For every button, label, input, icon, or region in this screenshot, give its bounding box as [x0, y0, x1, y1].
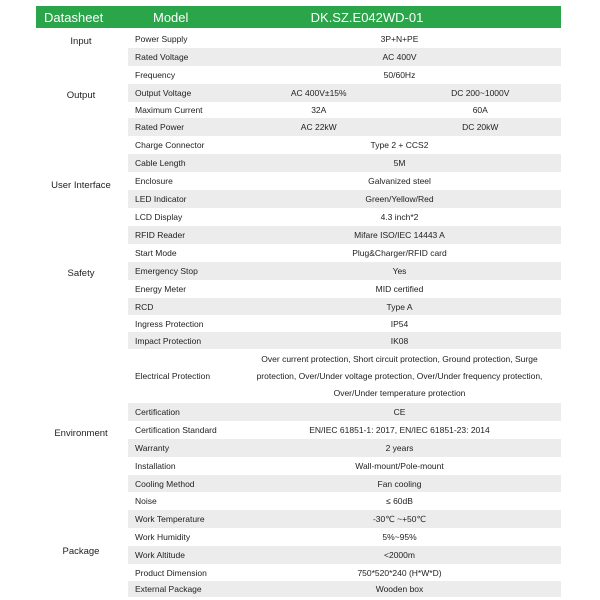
row-label: Emergency Stop [135, 266, 198, 276]
table-row [128, 349, 561, 403]
table-row [128, 298, 561, 315]
category-label: User Interface [51, 180, 111, 191]
table-row [128, 280, 561, 298]
table-row [128, 332, 561, 349]
row-value-dc: DC 200~1000V [451, 88, 510, 98]
row-value-dc: DC 20kW [462, 122, 499, 132]
row-label: Frequency [135, 70, 176, 80]
row-value: CE [393, 407, 406, 417]
row-value: 50/60Hz [383, 70, 416, 80]
row-value: 3P+N+PE [380, 34, 419, 44]
row-value: Wooden box [375, 584, 424, 594]
row-value: MID certified [375, 284, 424, 294]
row-split-values [238, 88, 561, 98]
table-row [128, 66, 561, 84]
table-row [128, 475, 561, 492]
row-label: Rated Power [135, 122, 185, 132]
row-label: RFID Reader [135, 230, 186, 240]
table-row [128, 546, 561, 564]
table-row [128, 118, 561, 136]
row-label: LCD Display [135, 212, 183, 222]
row-value: 4.3 inch*2 [380, 212, 419, 222]
row-label: Rated Voltage [135, 52, 189, 62]
table-row [128, 528, 561, 546]
row-value: 5M [393, 158, 406, 168]
table-row [128, 262, 561, 280]
row-label: Output Voltage [135, 88, 192, 98]
row-label: Charge Connector [135, 140, 205, 150]
table-row [128, 172, 561, 190]
table-row [128, 48, 561, 66]
row-split-values [238, 122, 561, 132]
category-label: Safety [67, 268, 95, 279]
table-row [128, 421, 561, 439]
row-value: Galvanized steel [368, 176, 431, 186]
row-value: IP54 [390, 318, 409, 329]
table-header [36, 6, 561, 28]
row-label: Noise [135, 496, 157, 506]
row-value: Mifare ISO/IEC 14443 A [354, 230, 445, 240]
row-value-ac: 32A [311, 105, 327, 115]
row-value: 5%~95% [382, 532, 417, 542]
row-value-line: Over/Under temperature protection [333, 387, 466, 398]
table-row [128, 403, 561, 421]
row-value: Fan cooling [377, 478, 422, 489]
row-value: IK08 [390, 335, 409, 346]
table-row [128, 457, 561, 475]
row-value: Wall-mount/Pole-mount [355, 461, 444, 471]
row-label: Power Supply [135, 34, 188, 44]
row-value: Yes [392, 266, 407, 276]
row-label: Electrical Protection [135, 371, 211, 381]
datasheet-table [36, 6, 561, 597]
row-label: Work Temperature [135, 514, 205, 524]
table-row [128, 226, 561, 244]
table-row [128, 492, 561, 510]
row-label: Enclosure [135, 176, 173, 186]
row-label: Cable Length [135, 158, 186, 168]
table-row [128, 244, 561, 262]
table-row [128, 154, 561, 172]
row-label: Work Altitude [135, 550, 185, 560]
header-model-number: DK.SZ.E042WD-01 [310, 9, 424, 25]
row-label: Installation [135, 461, 176, 471]
header-datasheet: Datasheet [44, 9, 104, 25]
row-value: Type A [386, 301, 413, 312]
row-value: -30℃ ~+50℃ [372, 513, 427, 524]
row-label: Start Mode [135, 248, 177, 258]
table-row [128, 208, 561, 226]
row-label: Ingress Protection [135, 318, 204, 329]
table-body [36, 30, 561, 597]
row-split-values [238, 105, 561, 115]
table-row [128, 190, 561, 208]
table-row [128, 102, 561, 118]
row-value: 2 years [385, 443, 414, 453]
row-value-line: Over current protection, Short circuit protection, Ground protection, Surge [261, 353, 538, 364]
row-value: EN/IEC 61851-1: 2017, EN/IEC 61851-23: 2014 [309, 425, 490, 435]
row-label: Certification Standard [135, 425, 217, 435]
header-model-label: Model [153, 9, 189, 25]
category-label: Package [62, 546, 100, 557]
row-label: Work Humidity [135, 532, 191, 542]
table-row [128, 315, 561, 332]
row-label: LED Indicator [135, 194, 187, 204]
row-value: Plug&Charger/RFID card [352, 248, 447, 258]
row-value: <2000m [384, 550, 415, 560]
row-value: AC 400V [382, 52, 417, 62]
row-label: Cooling Method [135, 478, 195, 489]
table-row [128, 439, 561, 457]
row-value-ac: AC 22kW [300, 122, 337, 132]
row-value-line: protection, Over/Under voltage protection, Over/Under frequency protection, [256, 370, 543, 381]
table-row [128, 510, 561, 528]
row-label: Maximum Current [135, 105, 203, 115]
row-value-ac: AC 400V±15% [290, 88, 347, 98]
row-label: RCD [135, 301, 154, 312]
row-value: Type 2 + CCS2 [370, 140, 429, 150]
row-value-dc: 60A [472, 105, 488, 115]
table-row [128, 30, 561, 48]
row-label: Warranty [135, 443, 170, 453]
row-value: 750*520*240 (H*W*D) [357, 567, 442, 578]
row-label: Impact Protection [135, 335, 202, 346]
category-label: Environment [54, 428, 108, 439]
table-row [128, 84, 561, 102]
row-label: Product Dimension [135, 567, 207, 578]
row-value: ≤ 60dB [386, 496, 413, 506]
table-row [128, 564, 561, 581]
row-label: Certification [135, 407, 180, 417]
row-value: Green/Yellow/Red [365, 194, 434, 204]
category-label: Output [66, 90, 96, 101]
table-row [128, 581, 561, 597]
row-label: External Package [135, 584, 202, 594]
row-value-multiline [238, 351, 561, 402]
category-label: Input [70, 36, 92, 47]
row-label: Energy Meter [135, 284, 187, 294]
table-row [128, 136, 561, 154]
